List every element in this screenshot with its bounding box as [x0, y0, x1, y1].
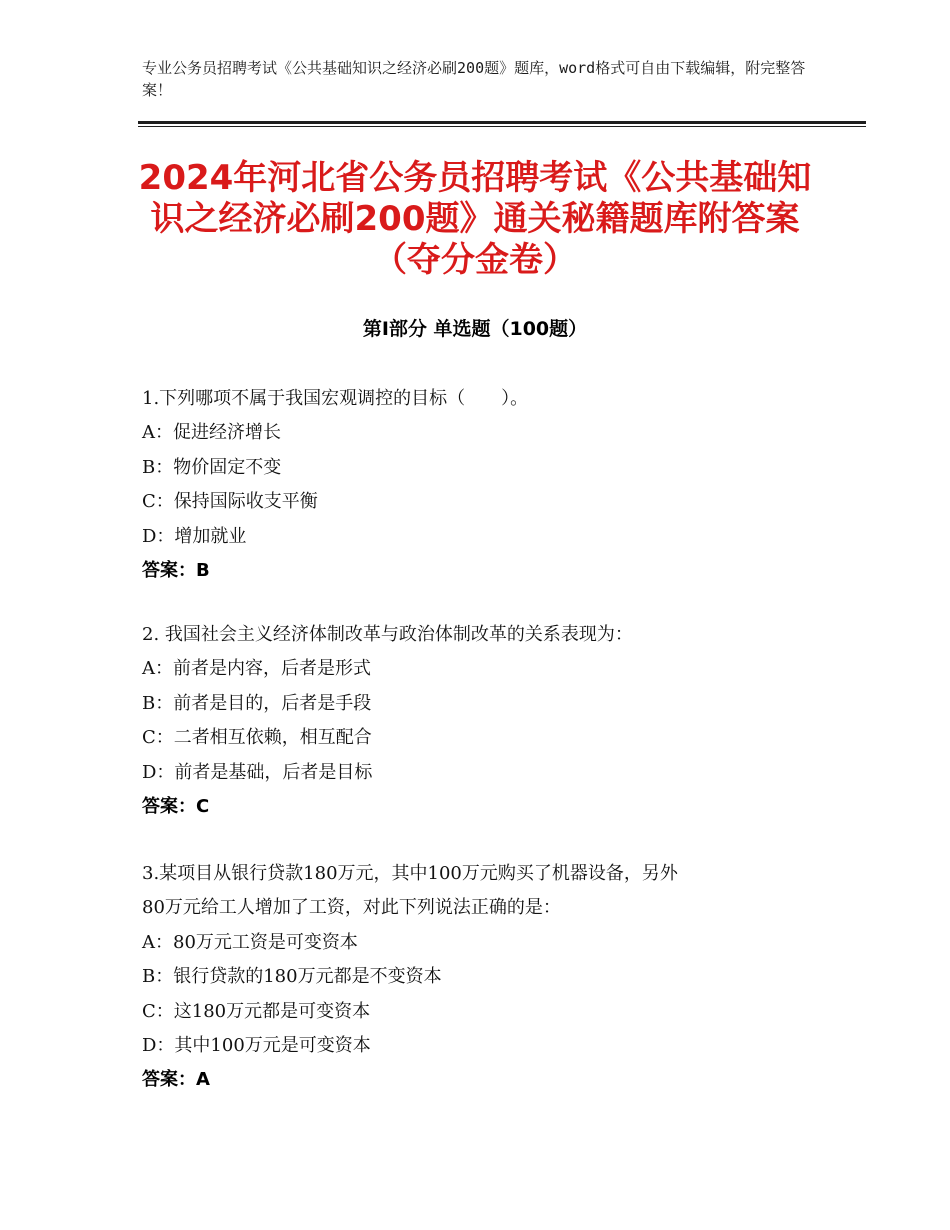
- answer-value: A: [196, 1069, 210, 1091]
- answer-line: [142, 1063, 842, 1097]
- option-c: C：二者相互依赖，相互配合: [142, 727, 372, 749]
- option-d: D：增加就业: [142, 525, 247, 547]
- question-stem-line-2: 80万元给工人增加了工资，对此下列说法正确的是：: [142, 897, 561, 919]
- question-3: [142, 857, 842, 1098]
- question-stem: 2. 我国社会主义经济体制改革与政治体制改革的关系表现为：: [142, 624, 633, 645]
- document-title: [100, 158, 850, 281]
- option-d: D：其中100万元是可变资本: [142, 1035, 371, 1057]
- answer-line: [142, 554, 842, 588]
- option-b: B：前者是目的，后者是手段: [142, 692, 372, 714]
- title-line-2: 识之经济必刷200题》通关秘籍题库附答案: [150, 199, 800, 239]
- option-b: B：物价固定不变: [142, 456, 282, 478]
- question-stem-line-1: 3.某项目从银行贷款180万元，其中100万元购买了机器设备，另外: [142, 863, 678, 884]
- question-stem: 1.下列哪项不属于我国宏观调控的目标（ ）。: [142, 388, 529, 409]
- answer-label: 答案：: [142, 1069, 196, 1091]
- title-line-3: （夺分金卷）: [373, 240, 577, 280]
- title-line-1: 2024年河北省公务员招聘考试《公共基础知: [138, 158, 812, 198]
- answer-value: B: [196, 560, 210, 582]
- header-note: 专业公务员招聘考试《公共基础知识之经济必刷200题》题库，word格式可自由下载编辑，附完整答案！: [142, 59, 806, 99]
- answer-value: C: [196, 796, 210, 818]
- option-a: A：前者是内容，后者是形式: [142, 658, 371, 680]
- option-c: C：保持国际收支平衡: [142, 491, 318, 513]
- section-heading: 第Ⅰ部分 单选题（100题）: [362, 318, 588, 340]
- option-b: B：银行贷款的180万元都是不变资本: [142, 966, 442, 988]
- option-d: D：前者是基础，后者是目标: [142, 761, 373, 783]
- option-a: A：促进经济增长: [142, 422, 281, 444]
- option-a: A：80万元工资是可变资本: [142, 931, 358, 953]
- question-1: [142, 382, 842, 588]
- answer-label: 答案：: [142, 560, 196, 582]
- header-rule-thick: [138, 121, 866, 124]
- option-c: C：这180万元都是可变资本: [142, 1000, 371, 1022]
- answer-line: [142, 790, 842, 824]
- answer-label: 答案：: [142, 796, 196, 818]
- question-2: [142, 618, 842, 824]
- header-rule-thin: [138, 126, 866, 127]
